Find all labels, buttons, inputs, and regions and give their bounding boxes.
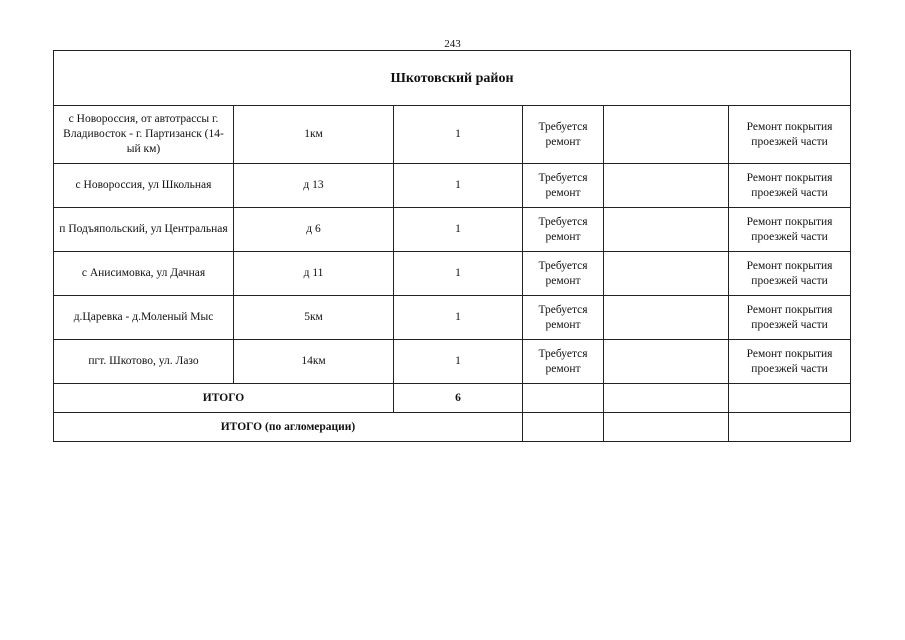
work-cell: Ремонт покрытия проезжей части bbox=[729, 340, 851, 384]
location-cell: д.Царевка - д.Моленый Мыс bbox=[54, 296, 234, 340]
extra-cell bbox=[604, 208, 729, 252]
location-cell: с Новороссия, ул Школьная bbox=[54, 164, 234, 208]
empty-cell bbox=[523, 413, 604, 442]
count-cell: 1 bbox=[394, 106, 523, 164]
status-cell: Требуется ремонт bbox=[523, 208, 604, 252]
status-cell: Требуется ремонт bbox=[523, 106, 604, 164]
extra-cell bbox=[604, 296, 729, 340]
work-cell: Ремонт покрытия проезжей части bbox=[729, 164, 851, 208]
table-row bbox=[54, 252, 851, 296]
object-cell: д 13 bbox=[234, 164, 394, 208]
object-cell: 5км bbox=[234, 296, 394, 340]
count-cell: 1 bbox=[394, 208, 523, 252]
object-cell: д 6 bbox=[234, 208, 394, 252]
agglomeration-total-label: ИТОГО (по агломерации) bbox=[54, 413, 523, 442]
location-cell: с Новороссия, от автотрассы г. Владивосток - г. Партизанск (14-ый км) bbox=[54, 106, 234, 164]
extra-cell bbox=[604, 106, 729, 164]
work-cell: Ремонт покрытия проезжей части bbox=[729, 208, 851, 252]
count-cell: 1 bbox=[394, 252, 523, 296]
table-row bbox=[54, 106, 851, 164]
empty-cell bbox=[523, 384, 604, 413]
total-value: 6 bbox=[394, 384, 523, 413]
table-row bbox=[54, 340, 851, 384]
extra-cell bbox=[604, 164, 729, 208]
status-cell: Требуется ремонт bbox=[523, 252, 604, 296]
empty-cell bbox=[604, 413, 729, 442]
empty-cell bbox=[604, 384, 729, 413]
object-cell: 1км bbox=[234, 106, 394, 164]
work-cell: Ремонт покрытия проезжей части bbox=[729, 106, 851, 164]
empty-cell bbox=[729, 413, 851, 442]
status-cell: Требуется ремонт bbox=[523, 340, 604, 384]
location-cell: пгт. Шкотово, ул. Лазо bbox=[54, 340, 234, 384]
district-title: Шкотовский район bbox=[54, 51, 851, 106]
total-label: ИТОГО bbox=[54, 384, 394, 413]
table-row bbox=[54, 208, 851, 252]
total-row bbox=[54, 384, 851, 413]
work-cell: Ремонт покрытия проезжей части bbox=[729, 252, 851, 296]
agglomeration-total-row bbox=[54, 413, 851, 442]
status-cell: Требуется ремонт bbox=[523, 296, 604, 340]
object-cell: д 11 bbox=[234, 252, 394, 296]
count-cell: 1 bbox=[394, 340, 523, 384]
page-number: 243 bbox=[444, 38, 461, 50]
roads-table bbox=[53, 50, 851, 442]
extra-cell bbox=[604, 252, 729, 296]
table-row bbox=[54, 296, 851, 340]
count-cell: 1 bbox=[394, 164, 523, 208]
table-row bbox=[54, 164, 851, 208]
empty-cell bbox=[729, 384, 851, 413]
work-cell: Ремонт покрытия проезжей части bbox=[729, 296, 851, 340]
extra-cell bbox=[604, 340, 729, 384]
location-cell: с Анисимовка, ул Дачная bbox=[54, 252, 234, 296]
location-cell: п Подъяпольский, ул Центральная bbox=[54, 208, 234, 252]
district-header-row bbox=[54, 51, 851, 106]
status-cell: Требуется ремонт bbox=[523, 164, 604, 208]
object-cell: 14км bbox=[234, 340, 394, 384]
count-cell: 1 bbox=[394, 296, 523, 340]
